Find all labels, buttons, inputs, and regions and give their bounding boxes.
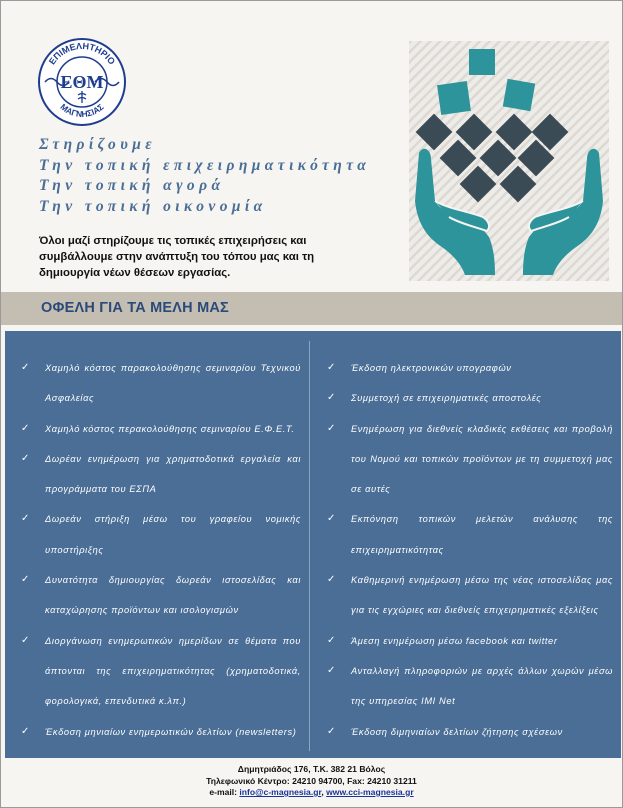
slogan-block — [39, 135, 379, 217]
footer-phone: Τηλεφωνικό Κέντρο: 24210 94700, Fax: 24210 31211 — [206, 775, 417, 786]
benefit-item — [325, 504, 613, 565]
slogan-line: Την τοπική οικονομία — [39, 197, 267, 215]
benefit-item — [325, 626, 613, 656]
website-link[interactable]: www.cci-magnesia.gr — [326, 787, 414, 797]
benefit-item — [19, 626, 301, 717]
check-icon: ✓ — [327, 392, 336, 404]
check-icon: ✓ — [21, 574, 30, 586]
column-divider — [309, 341, 310, 751]
chamber-logo — [37, 37, 127, 127]
teal-square — [503, 79, 535, 111]
footer-address: Δημητριάδος 176, Τ.Κ. 382 21 Βόλος — [237, 764, 386, 774]
benefit-item — [325, 717, 613, 747]
benefit-item — [19, 444, 301, 505]
check-icon: ✓ — [21, 452, 30, 464]
logo-monogram: ΕΘΜ — [60, 72, 104, 92]
check-icon: ✓ — [21, 634, 30, 646]
benefit-text: Δωρέαν ενημέρωση για χρηματοδοτικά εργαλεία και προγράμματα του ΕΣΠΑ — [45, 453, 301, 495]
benefit-text: Διοργάνωση ενημερωτικών ημερίδων σε θέματα που άπτονται της επιχειρηματικότητας (χρηματοδοτικά, φορολογικά, επενδυτικά κ.λπ.) — [45, 635, 301, 707]
benefit-text: Έκδοση διμηνιαίων δελτίων ζήτησης σχέσεων — [351, 726, 563, 737]
slogan-line: Στηρίζουμε — [39, 136, 156, 153]
benefit-item — [19, 414, 301, 444]
check-icon: ✓ — [21, 513, 30, 525]
email-link[interactable]: info@c-magnesia.gr — [239, 787, 322, 797]
check-icon: ✓ — [327, 422, 336, 434]
logo-top-text: ΕΠΙΜΕΛΗΤΗΡΙΟ — [46, 40, 118, 67]
check-icon: ✓ — [327, 634, 336, 646]
benefit-text: Χαμηλό κόστος περακολούθησης σεμιναρίου Ε.Φ.Ε.Τ. — [45, 423, 295, 434]
benefit-text: Έκδοση μηνιαίων ενημερωτικών δελτίων (newsletters) — [45, 726, 297, 737]
check-icon: ✓ — [327, 725, 336, 737]
header-area — [1, 1, 622, 291]
check-icon: ✓ — [327, 574, 336, 586]
benefit-item — [325, 656, 613, 717]
contact-footer — [1, 759, 622, 807]
benefit-text: Χαμηλό κόστος παρακολούθησης σεμιναρίου Τεχνικού Ασφαλείας — [45, 363, 301, 404]
intro-text: Όλοι μαζί στηρίζουμε τις τοπικές επιχειρήσεις και συμβάλλουμε στην ανάπτυξη του τόπου μας και τη δημιουργία νέων θέσεων εργασίας. — [39, 235, 315, 279]
benefit-text: Συμμετοχή σε επιχειρηματικές αποστολές — [351, 393, 542, 404]
slogan-line: Την τοπική αγορά — [39, 177, 225, 194]
benefit-item — [325, 565, 613, 626]
footer-email-line — [1, 787, 622, 799]
check-icon: ✓ — [327, 362, 336, 373]
section-title: ΟΦΕΛΗ ΓΙΑ ΤΑ ΜΕΛΗ ΜΑΣ — [41, 300, 229, 316]
benefit-text: Έκδοση ηλεκτρονικών υπογραφών — [351, 363, 512, 373]
benefit-item — [19, 504, 301, 565]
teal-square — [469, 49, 495, 75]
section-header-band — [1, 292, 622, 325]
benefit-text: Άμεση ενημέρωση μέσω facebook και twitter — [351, 635, 558, 646]
benefit-text: Καθημερινή ενημέρωση μέσω της νέας ιστοσελίδας μας για τις εγχώριες και διεθνείς επιχειρηματικές εξελίξεις — [351, 575, 613, 616]
check-icon: ✓ — [21, 422, 30, 434]
benefit-item — [19, 717, 301, 747]
footer-separator: , — [321, 787, 327, 797]
benefit-item — [325, 383, 613, 413]
logo-bottom-text: ΜΑΓΝΗΣΙΑΣ — [58, 101, 106, 120]
benefits-panel — [5, 331, 621, 758]
benefit-text: Δωρεάν στήριξη μέσω του γραφείου νομικής υποστήριξης — [45, 514, 301, 555]
benefit-text: Εκπόνηση τοπικών μελετών ανάλυσης της επιχειρηματικότητας — [351, 514, 613, 555]
hands-holding-cubes-illustration — [409, 41, 609, 281]
check-icon: ✓ — [327, 513, 336, 525]
footer-email-label: e-mail: — [209, 787, 240, 797]
check-icon: ✓ — [21, 725, 30, 737]
benefits-right-column — [325, 353, 613, 747]
benefit-text: Δυνατότητα δημιουργίας δωρεάν ιστοσελίδας και καταχώρησης προϊόντων και ισολογισμών — [45, 575, 301, 616]
benefit-item — [325, 414, 613, 505]
slogan-line: Την τοπική επιχειρηματικότητα — [39, 156, 371, 174]
check-icon: ✓ — [327, 664, 336, 676]
teal-square — [437, 81, 471, 115]
benefit-item — [325, 353, 613, 383]
benefit-item — [19, 565, 301, 626]
benefit-text: Ενημέρωση για διεθνείς κλαδικές εκθέσεις και προβολή του Νομού και τοπικών προϊόντων με τη συμμετοχή μας σε αυτές — [351, 423, 613, 495]
benefit-item — [19, 353, 301, 414]
benefit-text: Ανταλλαγή πληροφοριών με αρχές άλλων χωρών μέσω της υπηρεσίας IMI Net — [351, 665, 613, 707]
benefits-left-column — [19, 353, 301, 747]
check-icon: ✓ — [21, 362, 30, 373]
